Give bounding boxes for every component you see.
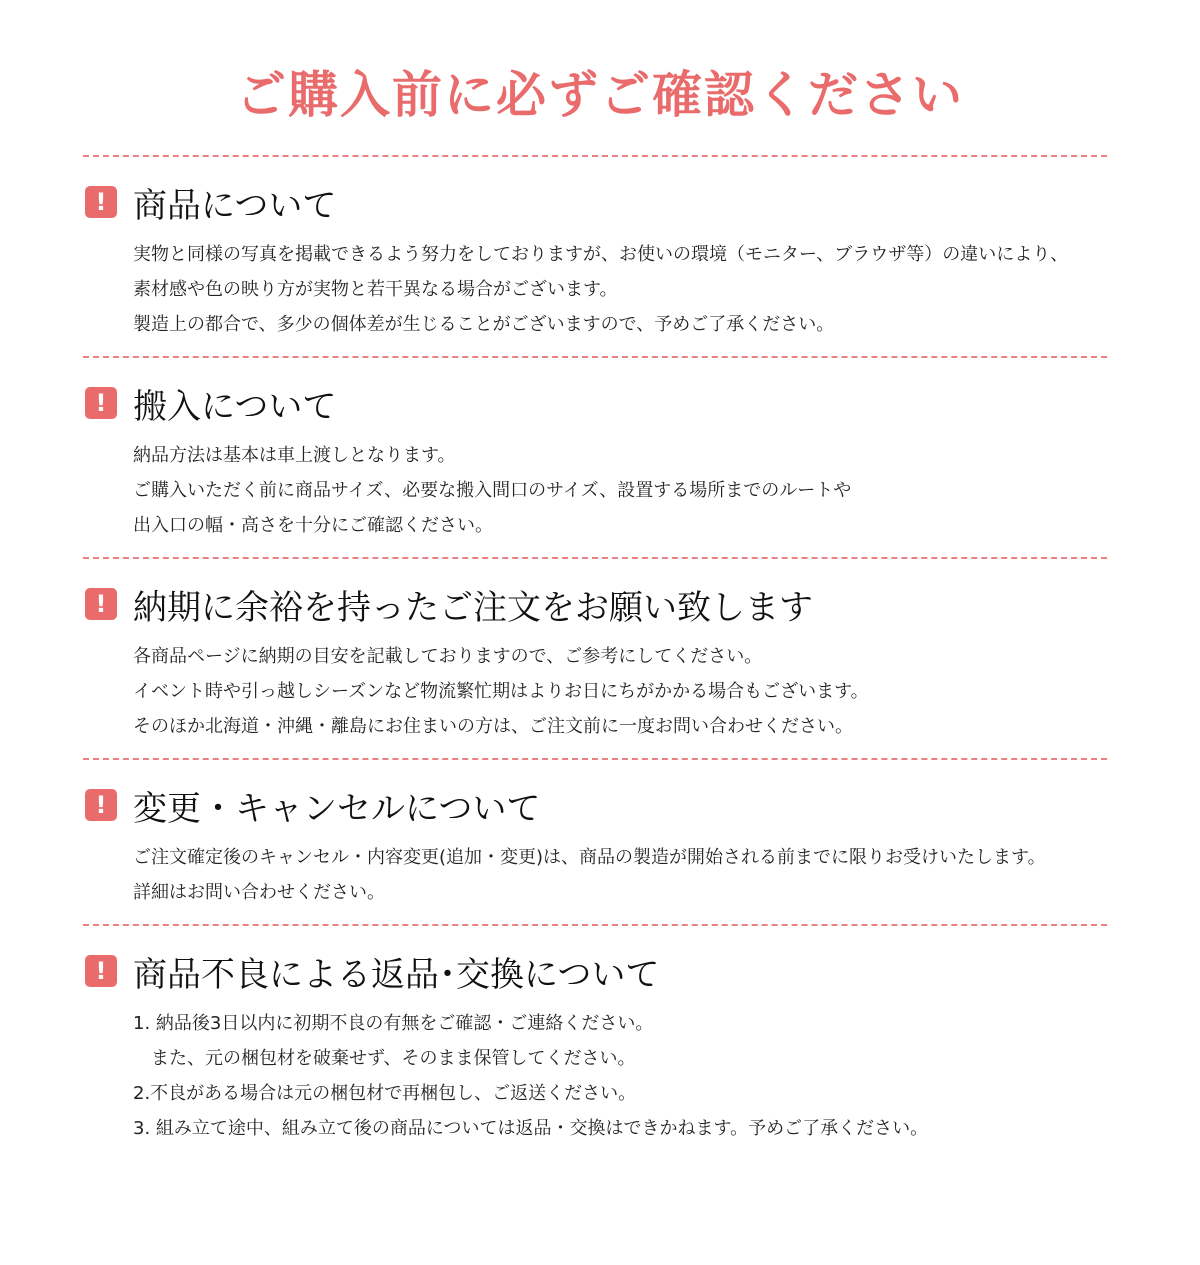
body-line: 2.不良がある場合は元の梱包材で再梱包し、ご返送ください。: [133, 1083, 637, 1104]
body-line: 出入口の幅・高さを十分にご確認ください。: [133, 515, 493, 536]
section-heading-text: 商品不良による返品･交換について: [133, 954, 660, 995]
body-line: 実物と同様の写真を掲載できるよう努力をしておりますが、お使いの環境（モニター、ブラウザ等）の違いにより、: [133, 244, 1069, 265]
exclamation-icon: !: [85, 588, 117, 620]
section-heading: [83, 946, 1107, 996]
body-line: ご購入いただく前に商品サイズ、必要な搬入間口のサイズ、設置する場所までのルートや: [133, 480, 852, 501]
section-heading: [83, 780, 1107, 830]
section-heading-text: 搬入について: [133, 386, 337, 427]
body-line: 各商品ページに納期の目安を記載しておりますので、ご参考にしてください。: [133, 646, 763, 667]
section-heading-text: 納期に余裕を持ったご注文をお願い致します: [133, 587, 813, 628]
notice-section: [83, 926, 1107, 1160]
body-line: イベント時や引っ越しシーズンなど物流繁忙期はよりお日にちがかかる場合もございます。: [133, 681, 869, 702]
body-line: 納品方法は基本は車上渡しとなります。: [133, 445, 456, 466]
section-heading: [83, 378, 1107, 428]
section-heading-text: 商品について: [133, 185, 337, 226]
body-line: 素材感や色の映り方が実物と若干異なる場合がございます。: [133, 279, 618, 300]
body-line: ご注文確定後のキャンセル・内容変更(追加・変更)は、商品の製造が開始される前までに限りお受けいたします。: [133, 847, 1046, 868]
exclamation-icon: !: [85, 387, 117, 419]
exclamation-icon: !: [85, 186, 117, 218]
body-line: 製造上の都合で、多少の個体差が生じることがございますので、予めご了承ください。: [133, 314, 835, 335]
notice-section: [83, 157, 1107, 356]
notice-section: [83, 760, 1107, 924]
section-heading: [83, 177, 1107, 227]
body-line: また、元の梱包材を破棄せず、そのまま保管してください。: [151, 1048, 636, 1069]
section-heading: [83, 579, 1107, 629]
section-body: [83, 1006, 1107, 1146]
body-line: 3. 組み立て途中、組み立て後の商品については返品・交換はできかねます。予めご了承ください。: [133, 1118, 929, 1139]
section-heading-text: 変更・キャンセルについて: [133, 788, 541, 829]
body-line: そのほか北海道・沖縄・離島にお住まいの方は、ご注文前に一度お問い合わせください。: [133, 716, 853, 737]
notice-section: [83, 358, 1107, 557]
section-body: [83, 438, 1107, 543]
page-title: ご購入前に必ずご確認ください: [236, 66, 964, 124]
section-body: [83, 840, 1107, 910]
section-body: [83, 237, 1107, 342]
body-line: 詳細はお問い合わせください。: [133, 882, 385, 903]
exclamation-icon: !: [85, 789, 117, 821]
section-body: [83, 639, 1107, 744]
notice-list: [83, 155, 1107, 1160]
body-line: 1. 納品後3日以内に初期不良の有無をご確認・ご連絡ください。: [133, 1013, 654, 1034]
notice-section: [83, 559, 1107, 758]
exclamation-icon: !: [85, 955, 117, 987]
